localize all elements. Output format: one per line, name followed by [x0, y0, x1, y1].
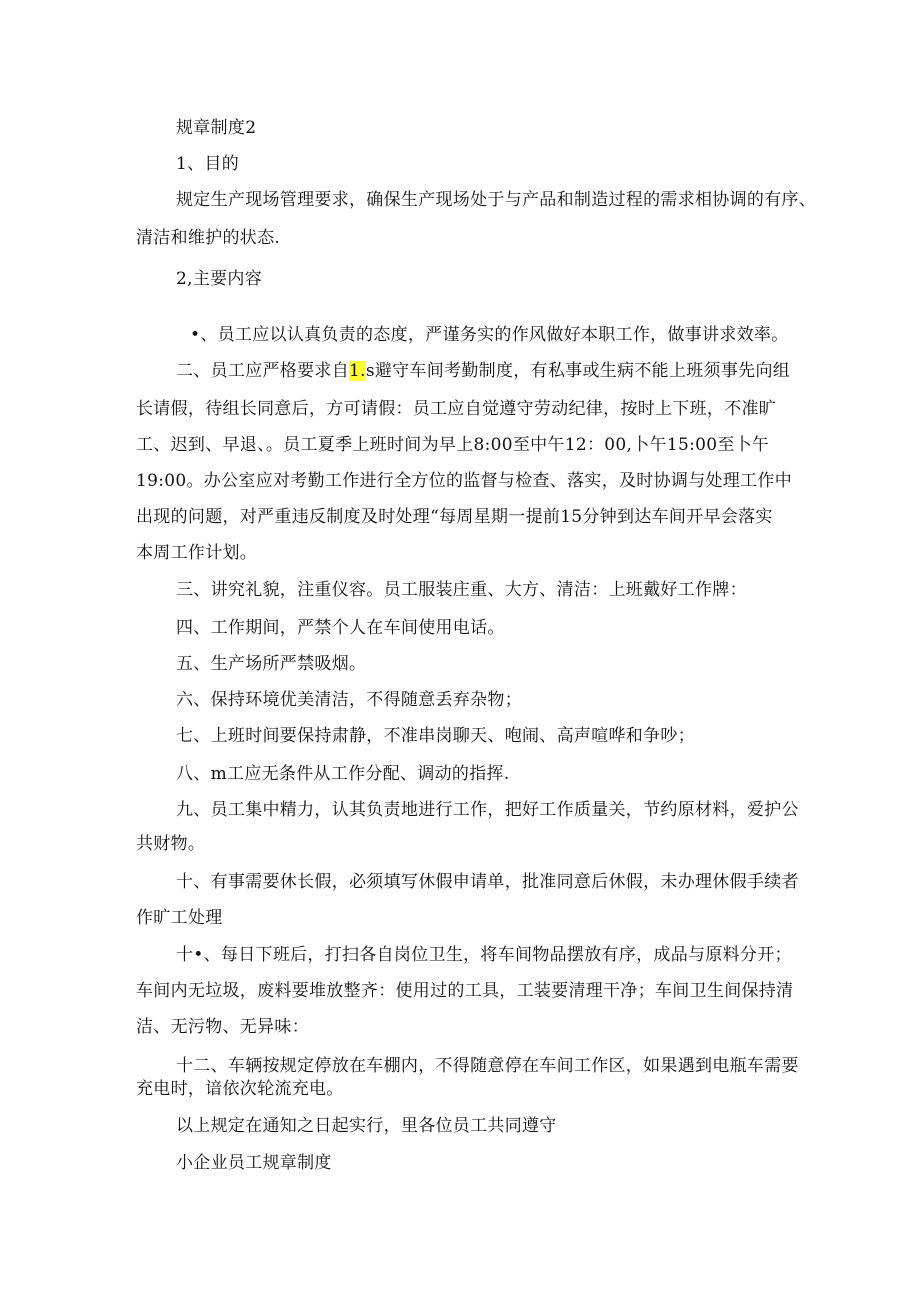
- section-heading-content: 2,主要内容: [176, 269, 263, 289]
- rule-item-9-line: 共财物。: [136, 834, 206, 854]
- rule-item-2-line: [176, 360, 790, 382]
- rule-item-10-line: 作旷工处理: [136, 908, 223, 928]
- rule-item-2-line: 出现的问题，对严重违反制度及时处理“每周星期一提前15分钟到达车间开早会落实: [136, 507, 773, 527]
- next-section-title: 小企业员工规章制度: [176, 1153, 332, 1173]
- highlighted-text: 1.: [349, 361, 366, 381]
- rule-item-11-line: 洁、无污物、无异味：: [136, 1017, 309, 1037]
- rule-item-7: 七、上班时间要保持肃静，不准串岗聊天、咆闹、高声喧哗和争吵；: [176, 726, 695, 746]
- rule-item-11-line: 十•、每日下班后，打扫各自岗位卫生，将车间物品摆放有序，成品与原料分开；: [176, 945, 792, 965]
- section-heading-purpose: 1、目的: [176, 154, 240, 174]
- rule-item-10-line: 十、有事需要休长假，必须填写休假申请单，批准同意后休假，未办理休假手续者: [176, 872, 799, 892]
- rule-item-1: •、员工应以认真负责的态度，严谨务实的作风做好本职工作，做事讲求效率。: [190, 325, 789, 345]
- rule-item-2-text-a: 二、员工应严格要求自: [176, 361, 349, 381]
- rule-item-2-text-b: s避守车间考勤制度，有私事或生病不能上班须事先向组: [365, 361, 791, 381]
- rule-item-5: 五、生产场所严禁吸烟。: [176, 654, 367, 674]
- rule-item-2-line: 19:00。办公室应对考勤工作进行全方位的监督与检查、落实，及时协调与处理工作中: [136, 471, 792, 491]
- rule-item-12-line: 充电时，谙依次轮流充电。: [136, 1079, 344, 1099]
- rule-item-2-line: 本周工作计划。: [136, 543, 258, 563]
- rule-item-2-line: 长请假，待组长同意后，方可请假：员工应自觉遵守劳动纪律，按时上下班，不准旷: [136, 399, 777, 419]
- closing-statement: 以上规定在通知之日起实行，里各位员工共同遵守: [176, 1116, 557, 1136]
- rule-item-2-line: 工、迟到、早退、。员工夏季上班时间为早上8:00至中午12：00,卜午15:00至卜午: [136, 435, 770, 455]
- rule-item-11-line: 车间内无垃圾，废料要堆放整齐：使用过的工具，工装要清理干净；车间卫生间保持清: [136, 981, 794, 1001]
- rule-item-3: 三、讲究礼貌，注重仪容。员工服装庄重、大方、清洁：上班戴好工作牌：: [176, 580, 747, 600]
- rule-item-8: 八、m工应无条件从工作分配、调动的指挥.: [176, 764, 510, 784]
- document-title: 规章制度2: [176, 118, 257, 138]
- rule-item-4: 四、工作期间，严禁个人在车间使用电话。: [176, 618, 505, 638]
- purpose-paragraph-line: 清洁和维护的状态.: [136, 228, 281, 248]
- rule-item-9-line: 九、员工集中精力，认其负责地进行工作，把好工作质量关，节约原材料，爱护公: [176, 800, 799, 820]
- rule-item-12-line: 十二、车辆按规定停放在车棚内，不得随意停在车间工作区，如果遇到电瓶车需要: [176, 1056, 799, 1076]
- purpose-paragraph-line: 规定生产现场管理要求，确保生产现场处于与产品和制造过程的需求相协调的有序、: [176, 190, 817, 210]
- rule-item-6: 六、保持环境优美清洁，不得随意丢弃杂物；: [176, 690, 522, 710]
